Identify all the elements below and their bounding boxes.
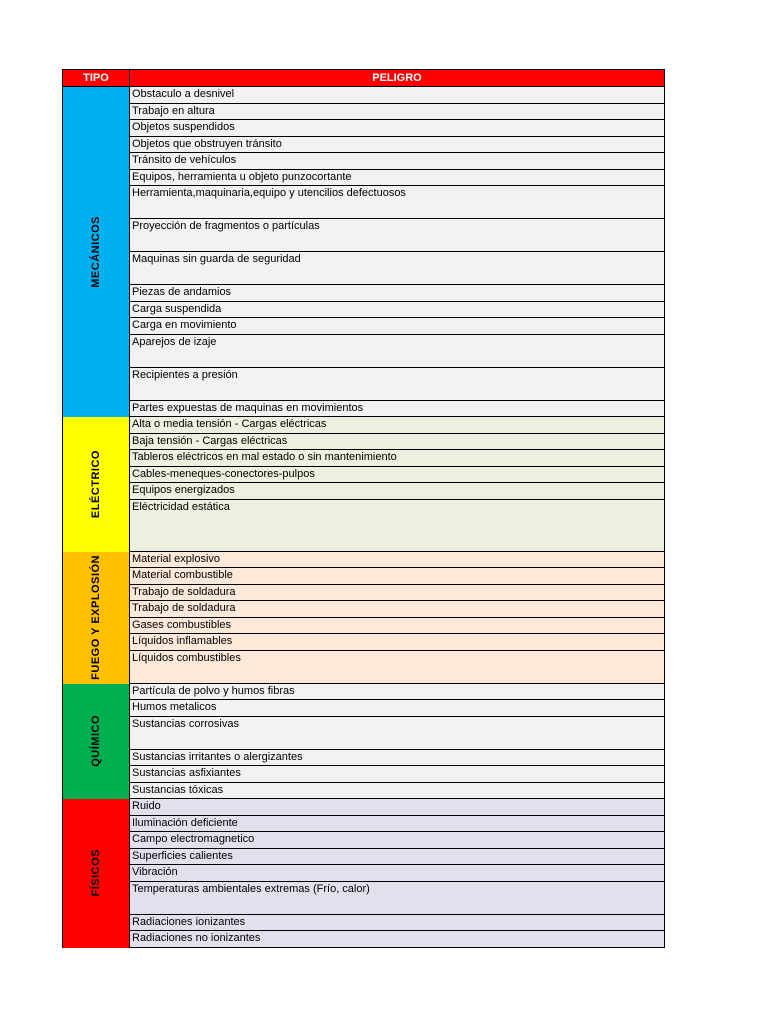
- hazard-row: [130, 931, 664, 948]
- hazard-text: Sustancias irritantes o alergizantes: [132, 751, 303, 763]
- hazard-text: Equipos energizados: [132, 484, 235, 496]
- hazard-row: [130, 766, 664, 783]
- hazard-row: [130, 417, 664, 434]
- hazard-row: [130, 552, 664, 569]
- hazard-group: [62, 87, 665, 417]
- hazard-text: Iluminación deficiente: [132, 816, 238, 829]
- hazard-row: [130, 252, 664, 285]
- hazard-row: [130, 401, 664, 418]
- hazard-row: [130, 87, 664, 104]
- type-cell: [62, 552, 129, 684]
- hazard-text: Maquinas sin guarda de seguridad: [132, 253, 301, 265]
- hazard-text: Superficies calientes: [132, 849, 233, 862]
- hazard-group: [62, 417, 665, 552]
- hazard-table: [62, 69, 665, 948]
- hazard-row: [130, 186, 664, 219]
- hazard-text: Objetos suspendidos: [132, 121, 235, 133]
- hazard-text: Líquidos combustibles: [132, 651, 241, 664]
- hazard-rows: [129, 417, 665, 552]
- hazard-text: Recipientes a presión: [132, 368, 238, 381]
- hazard-text: Humos metalicos: [132, 701, 217, 713]
- hazard-row: [130, 634, 664, 651]
- hazard-text: Alta o media tensión - Cargas eléctricas: [132, 418, 327, 430]
- hazard-text: Objetos que obstruyen tránsito: [132, 137, 282, 150]
- hazard-groups: [62, 87, 665, 948]
- hazard-row: [130, 849, 664, 866]
- type-label: FÍSICOS: [90, 849, 102, 897]
- hazard-row: [130, 170, 664, 187]
- hazard-text: Piezas de andamios: [132, 286, 232, 298]
- type-cell: [62, 417, 129, 552]
- hazard-text: Partícula de polvo y humos fibras: [132, 684, 295, 697]
- hazard-row: [130, 750, 664, 767]
- hazard-rows: [129, 684, 665, 800]
- hazard-text: Partes expuestas de maquinas en movimientos: [132, 402, 364, 414]
- hazard-row: [130, 368, 664, 401]
- hazard-text: Carga suspendida: [132, 302, 222, 315]
- hazard-row: [130, 500, 664, 552]
- hazard-row: [130, 799, 664, 816]
- hazard-text: Equipos, herramienta u objeto punzocortante: [132, 170, 352, 183]
- hazard-row: [130, 483, 664, 500]
- hazard-row: [130, 434, 664, 451]
- hazard-group: [62, 684, 665, 800]
- hazard-row: [130, 882, 664, 915]
- hazard-row: [130, 285, 664, 302]
- hazard-row: [130, 568, 664, 585]
- hazard-row: [130, 467, 664, 484]
- type-label: MECÁNICOS: [90, 216, 102, 288]
- hazard-text: Material explosivo: [132, 552, 221, 565]
- hazard-text: Baja tensión - Cargas eléctricas: [132, 434, 288, 447]
- hazard-row: [130, 832, 664, 849]
- hazard-row: [130, 302, 664, 319]
- hazard-text: Aparejos de izaje: [132, 335, 217, 348]
- hazard-row: [130, 450, 664, 467]
- hazard-text: Radiaciones ionizantes: [132, 916, 246, 928]
- hazard-row: [130, 816, 664, 833]
- type-cell: [62, 87, 129, 417]
- hazard-text: Sustancias tóxicas: [132, 783, 224, 796]
- hazard-text: Sustancias corrosivas: [132, 717, 239, 730]
- hazard-text: Campo electromagnetico: [132, 833, 255, 845]
- hazard-row: [130, 318, 664, 335]
- hazard-row: [130, 651, 664, 684]
- hazard-row: [130, 137, 664, 154]
- hazard-text: Sustancias asfixiantes: [132, 767, 241, 779]
- hazard-row: [130, 783, 664, 800]
- hazard-row: [130, 601, 664, 618]
- hazard-row: [130, 915, 664, 932]
- type-cell: [62, 799, 129, 948]
- hazard-text: Trabajo en altura: [132, 104, 215, 117]
- hazard-text: Herramienta,maquinaria,equipo y utencilios defectuosos: [132, 187, 406, 199]
- hazard-row: [130, 585, 664, 602]
- hazard-text: Obstaculo a desnivel: [132, 88, 235, 100]
- hazard-text: Trabajo de soldadura: [132, 602, 236, 614]
- hazard-text: Gases combustibles: [132, 618, 232, 631]
- hazard-text: Cables-meneques-conectores-pulpos: [132, 467, 315, 480]
- hazard-row: [130, 219, 664, 252]
- hazard-text: Trabajo de soldadura: [132, 585, 236, 598]
- hazard-row: [130, 684, 664, 701]
- hazard-row: [130, 618, 664, 635]
- hazard-row: [130, 153, 664, 170]
- hazard-text: Radiaciones no ionizantes: [132, 932, 261, 944]
- hazard-row: [130, 717, 664, 750]
- table-header: [62, 69, 665, 87]
- hazard-text: Carga en movimiento: [132, 319, 237, 331]
- hazard-text: Material combustible: [132, 569, 233, 581]
- hazard-text: Líquidos inflamables: [132, 635, 233, 647]
- hazard-text: Ruido: [132, 800, 161, 812]
- hazard-row: [130, 104, 664, 121]
- hazard-group: [62, 799, 665, 948]
- hazard-text: Vibración: [132, 866, 178, 878]
- header-tipo: TIPO: [63, 70, 130, 86]
- hazard-text: Tableros eléctricos en mal estado o sin mantenimiento: [132, 451, 397, 463]
- hazard-row: [130, 120, 664, 137]
- hazard-rows: [129, 799, 665, 948]
- header-peligro: PELIGRO: [372, 72, 422, 84]
- type-label: FUEGO Y EXPLOSIÓN: [90, 555, 102, 680]
- hazard-text: Temperaturas ambientales extremas (Frío, calor): [132, 882, 370, 895]
- hazard-text: Eléctricidad estática: [132, 500, 230, 513]
- type-label: QUÍMICO: [90, 715, 102, 768]
- hazard-rows: [129, 87, 665, 417]
- hazard-group: [62, 552, 665, 684]
- hazard-text: Tránsito de vehículos: [132, 154, 237, 166]
- hazard-rows: [129, 552, 665, 684]
- hazard-row: [130, 865, 664, 882]
- hazard-row: [130, 335, 664, 368]
- hazard-text: Proyección de fragmentos o partículas: [132, 220, 320, 232]
- type-label: ELÉCTRICO: [90, 450, 102, 519]
- type-cell: [62, 684, 129, 800]
- hazard-row: [130, 700, 664, 717]
